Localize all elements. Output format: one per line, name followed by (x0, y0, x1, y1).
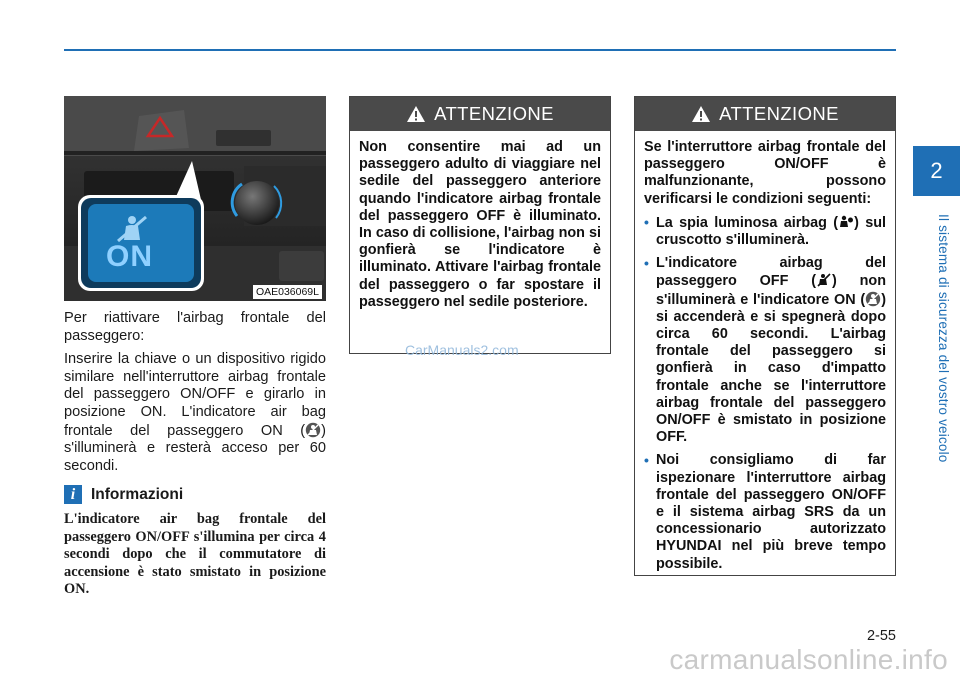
procedure-text-a: Inserire la chiave o un dispositivo rigido similare nell'interruttore airbag frontale del passeggero ON/OFF e girarlo in posizione ON. L'indicatore air bag frontale del passeggero ON ( (64, 351, 326, 439)
chapter-title-vertical (936, 214, 954, 463)
warning-title-1: ATTENZIONE (434, 103, 554, 124)
callout-on-label: ON (106, 240, 153, 273)
warning-header-2 (635, 97, 895, 131)
figure-caption: OAE036069L (253, 285, 322, 299)
bullet-mark: • (644, 255, 649, 272)
warning-box-1 (349, 96, 611, 354)
footer-watermark: carmanualsonline.info (669, 644, 948, 675)
airbag-off-indicator-icon (816, 272, 832, 288)
info-title: Informazioni (91, 485, 184, 503)
chapter-number: 2 (930, 158, 943, 183)
warning-triangle-icon (691, 105, 711, 123)
warning-intro: Se l'interruttore airbag frontale del passeggero ON/OFF è malfunzionante, possono verificarsi le condizioni seguenti: (644, 139, 886, 207)
info-icon: i (64, 485, 82, 504)
warning-header-1 (350, 97, 610, 131)
chapter-tab[interactable] (913, 146, 960, 196)
switch-illustration (64, 96, 326, 301)
warning-body-2 (635, 131, 895, 585)
page-number: 2-55 (866, 628, 896, 644)
watermark-link[interactable]: CarManuals2.com (405, 342, 519, 358)
bullet-text-3: Noi consigliamo di far ispezionare l'interruttore airbag frontale del passeggero ON/OFF e il sistema airbag SRS da un concessionario autorizzato HYUNDAI nel più breve tempo possibile. (656, 452, 886, 572)
bullet-mark: • (644, 452, 649, 469)
bullet-item (644, 255, 886, 446)
warning-title-2: ATTENZIONE (719, 103, 839, 124)
bullet-text-2 (656, 255, 886, 446)
dashboard-illustration (64, 96, 326, 301)
bullet-item (644, 452, 886, 572)
info-header (64, 485, 183, 504)
warning-body-1: Non consentire mai ad un passeggero adulto di viaggiare nel sedile del passeggero anteriore quando l'indicatore airbag frontale del passeggero OFF è illuminato. In caso di collisione, l'airbag non si gonfierà se l'indicatore è illuminato. Attivare l'airbag frontale del passeggero o far spostare il passeggero nel sedile posteriore. (359, 139, 601, 310)
airbag-warning-light-icon (838, 214, 854, 230)
paragraph-reactivate: Per riattivare l'airbag frontale del passeggero: (64, 310, 326, 344)
bullet2-text-b: ) non s'illuminerà e l'indicatore ON ( (656, 273, 886, 308)
chapter-title: Il sistema di sicurezza del vostro veicolo (936, 214, 951, 463)
airbag-on-indicator-icon (305, 422, 321, 438)
bullet1-text-b: ) sul cruscotto s'illuminerà. (656, 214, 886, 249)
warning-triangle-icon (406, 105, 426, 123)
bullet-item (644, 214, 886, 249)
bullet-text-1 (656, 214, 886, 249)
procedure-text-b: ) s'illuminerà e resterà acceso per 60 secondi. (64, 422, 326, 474)
paragraph-procedure (64, 351, 326, 475)
warning-box-2 (634, 96, 896, 576)
info-body: L'indicatore air bag frontale del passeggero ON/OFF s'illumina per circa 4 secondi dopo che il commutatore di accensione è stato smistato in posizione ON. (64, 511, 326, 598)
airbag-on-indicator-icon (865, 291, 881, 307)
top-rule (64, 49, 896, 51)
bullet2-text-a: L'indicatore airbag del passeggero OFF ( (656, 255, 886, 290)
instructions-column (64, 310, 326, 481)
bullet-mark: • (644, 213, 649, 230)
bullet2-text-c: ) si accenderà e si spegnerà dopo circa 60 secondi. L'airbag frontale del passeggero si gonfierà in caso d'impatto frontale anche se l'interruttore airbag frontale del passeggero ON/OFF è smistato in posizione OFF. (656, 291, 886, 446)
bullet1-text-a: La spia luminosa airbag ( (656, 214, 839, 231)
